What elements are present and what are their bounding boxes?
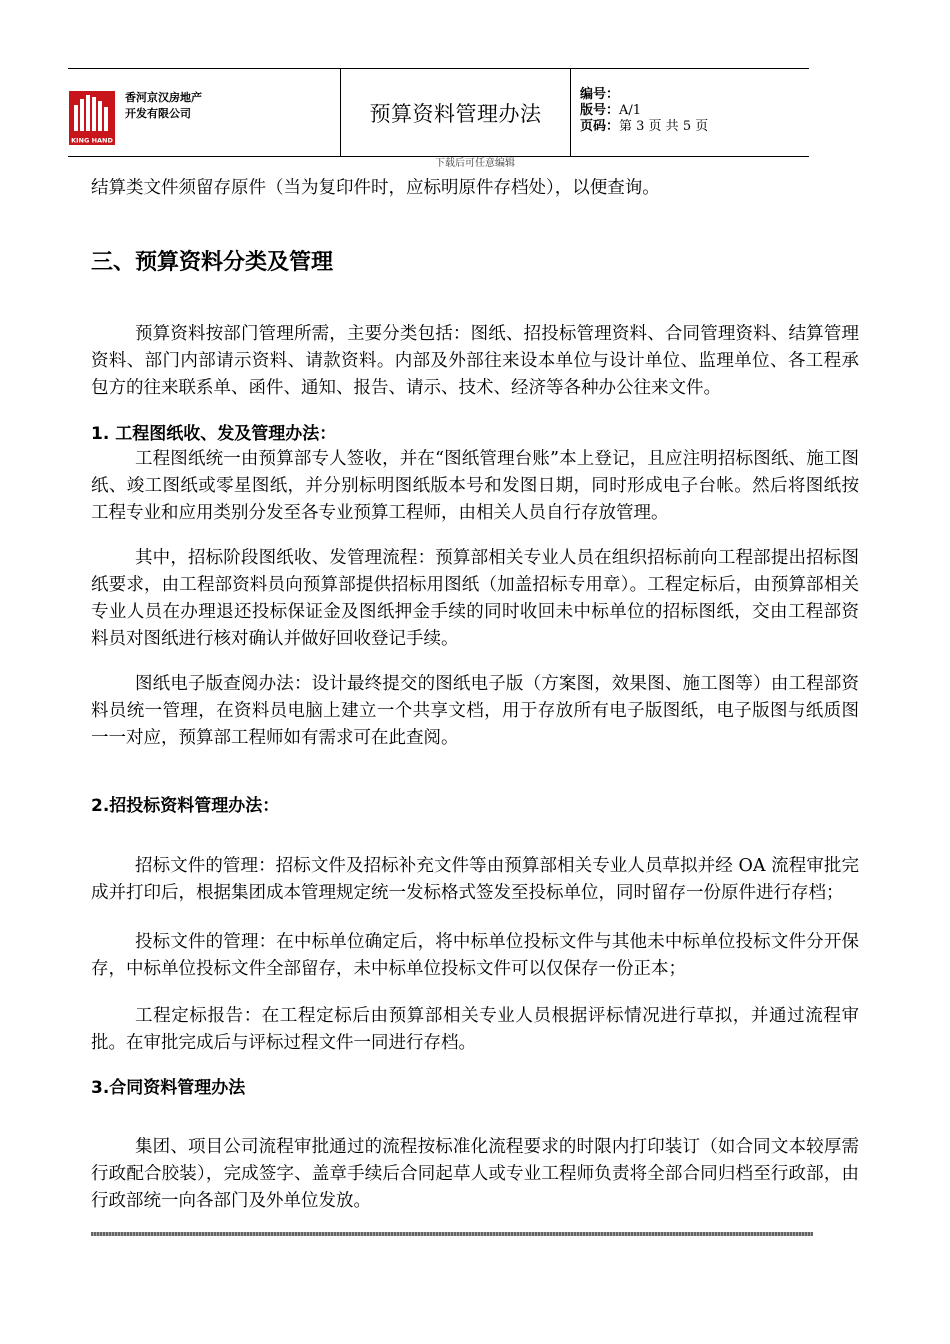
title-cell: [341, 69, 571, 156]
section-heading-3: 三、预算资料分类及管理: [91, 250, 334, 275]
paragraph-electronic-drawings: 图纸电子版查阅办法：设计最终提交的图纸电子版（方案图，效果图、施工图等）由工程部资料员统一管理，在资料员电脑上建立一个共享文档，用于存放所有电子版图纸，电子版图与纸质图一一对应，预算部工程师如有需求可在此查阅。: [91, 674, 859, 748]
company-name-line2: 开发有限公司: [125, 106, 191, 120]
doc-version-value: A/1: [619, 103, 642, 118]
subheading-drawings: 1. 工程图纸收、发及管理办法：: [91, 424, 337, 444]
paragraph-award-report: 工程定标报告：在工程定标后由预算部相关专业人员根据评标情况进行草拟，并通过流程审批。在审批完成后与评标过程文件一同进行存档。: [91, 1006, 859, 1053]
paragraph-classification: 预算资料按部门管理所需，主要分类包括：图纸、招投标管理资料、合同管理资料、结算管理资料、部门内部请示资料、请款资料。内部及外部往来设本单位与设计单位、监理单位、各工程承包方的往来联系单、函件、通知、报告、请示、技术、经济等各种办公往来文件。: [91, 324, 859, 398]
subheading-contracts: 3.合同资料管理办法: [91, 1078, 246, 1098]
doc-code-label: 编号：: [580, 87, 620, 102]
paragraph-tender-drawings: 其中，招标阶段图纸收、发管理流程：预算部相关专业人员在组织招标前向工程部提出招标图纸要求，由工程部资料员向预算部提供招标用图纸（加盖招标专用章）。工程定标后，由预算部相关专业人员在办理退还投标保证金及图纸押金手续的同时收回未中标单位的招标图纸，交由工程部资料员对图纸进行核对确认并做好回收登记手续。: [91, 548, 859, 649]
download-note: 下载后可任意编辑: [435, 158, 515, 169]
company-name-line1: 香河京汉房地产: [125, 90, 202, 104]
meta-cell: [571, 69, 809, 156]
doc-page-value: 第 3 页 共 5 页: [619, 119, 709, 134]
document-title: 预算资料管理办法: [369, 101, 542, 126]
paragraph-tender-documents: 招标文件的管理：招标文件及招标补充文件等由预算部相关专业人员草拟并经 OA 流程审批完成并打印后，根据集团成本管理规定统一发标格式签发至投标单位，同时留存一份原件进行存档；: [91, 856, 859, 903]
logo-cell: [68, 69, 341, 156]
paragraph-bid-documents: 投标文件的管理：在中标单位确定后，将中标单位投标文件与其他未中标单位投标文件分开保存，中标单位投标文件全部留存，未中标单位投标文件可以仅保存一份正本；: [91, 932, 859, 979]
document-header: [68, 68, 809, 157]
doc-page: [580, 119, 809, 135]
doc-code: [580, 87, 809, 103]
doc-version: [580, 103, 809, 119]
paragraph-contract-archiving: 集团、项目公司流程审批通过的流程按标准化流程要求的时限内打印装订（如合同文本较厚需行政配合胶装），完成签字、盖章手续后合同起草人或专业工程师负责将全部合同归档至行政部，由行政部统一向各部门及外单位发放。: [91, 1137, 859, 1211]
logo-caption: KING HAND: [71, 136, 113, 144]
paragraph-drawings-receipt: 工程图纸统一由预算部专人签收，并在“图纸管理台账”本上登记，且应注明招标图纸、施工图纸、竣工图纸或零星图纸，并分别标明图纸版本号和发图日期，同时形成电子台帐。然后将图纸按工程专业和应用类别分发至各专业预算工程师，由相关人员自行存放管理。: [91, 449, 859, 523]
company-name: [125, 90, 202, 122]
paragraph-archive-note: 结算类文件须留存原件（当为复印件时，应标明原件存档处），以便查询。: [91, 178, 660, 198]
company-logo: [69, 91, 115, 145]
subheading-tendering: 2.招投标资料管理办法：: [91, 796, 280, 816]
doc-page-label: 页码：: [580, 119, 620, 134]
doc-version-label: 版号：: [580, 103, 620, 118]
footer-rule: [91, 1232, 813, 1236]
